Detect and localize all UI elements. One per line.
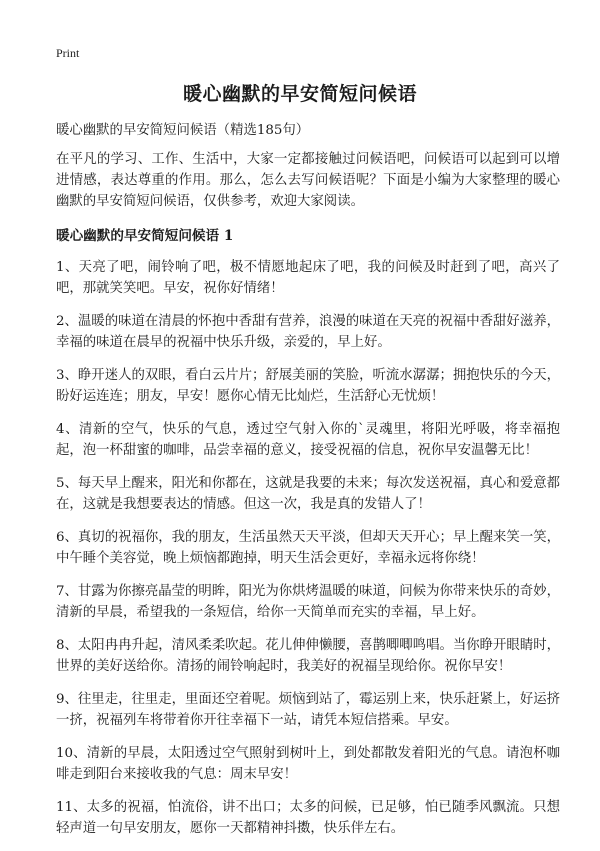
greeting-item-3: 3、睁开迷人的双眼，看白云片片；舒展美丽的笑脸，听流水潺潺；拥抱快乐的今天，盼好运连连；朋友，早安！愿你心情无比灿烂，生活舒心无忧烦！ bbox=[56, 368, 560, 404]
greeting-item-2: 2、温暖的味道在清晨的怀抱中香甜有营养，浪漫的味道在天亮的祝福中香甜好滋养，幸福的味道在晨早的祝福中快乐升级，亲爱的，早上好。 bbox=[56, 314, 560, 350]
section-heading: 暖心幽默的早安简短问候语 1 bbox=[56, 228, 234, 244]
greeting-item-4: 4、清新的空气，快乐的气息，透过空气射入你的`灵魂里，将阳光呼吸，将幸福抱起，泡一杯甜蜜的咖啡，品尝幸福的意义，接受祝福的信息，祝你早安温馨无比！ bbox=[56, 422, 560, 458]
greeting-item-6: 6、真切的祝福你，我的朋友，生活虽然天天平淡，但却天天开心；早上醒来笑一笑，中午睡个美容觉，晚上烦恼都跑掉，明天生活会更好，幸福永远将你绕！ bbox=[56, 530, 560, 566]
greeting-item-10: 10、清新的早晨，太阳透过空气照射到树叶上，到处都散发着阳光的气息。请泡杯咖啡走到阳台来接收我的气息：周末早安！ bbox=[56, 746, 560, 782]
article-subtitle: 暖心幽默的早安简短问候语（精选185句） bbox=[56, 123, 310, 138]
page-title: 暖心幽默的早安简短问候语 bbox=[182, 83, 417, 105]
greeting-item-9: 9、往里走，往里走，里面还空着呢。烦恼到站了，霉运别上来，快乐赶紧上，好运挤一挤，祝福列车将带着你开往幸福下一站，请凭本短信搭乘。早安。 bbox=[56, 692, 560, 728]
greeting-item-8: 8、太阳冉冉升起，清风柔柔吹起。花儿伸伸懒腰，喜鹊唧唧鸣唱。当你睁开眼睛时，世界的美好送给你。清扬的闹铃响起时，我美好的祝福呈现给你。祝你早安！ bbox=[56, 638, 560, 674]
print-link[interactable]: Print bbox=[56, 46, 80, 60]
greeting-item-5: 5、每天早上醒来，阳光和你都在，这就是我要的未来；每次发送祝福，真心和爱意都在，这就是我想要表达的情感。但这一次，我是真的发错人了！ bbox=[56, 476, 560, 512]
greeting-item-11: 11、太多的祝福，怕流俗，讲不出口；太多的问候，已足够，怕已随季风飘流。只想轻声道一句早安朋友，愿你一天都精神抖擞，快乐伴左右。 bbox=[56, 800, 560, 836]
article-body bbox=[56, 120, 560, 851]
greeting-item-7: 7、甘露为你擦亮晶莹的明眸，阳光为你烘烤温暖的味道，问候为你带来快乐的奇妙，清新的早晨，希望我的一条短信，给你一天简单而充实的幸福，早上好。 bbox=[56, 584, 560, 620]
intro-paragraph: 在平凡的学习、工作、生活中，大家一定都接触过问候语吧，问候语可以起到可以增进情感，表达尊重的作用。那么，怎么去写问候语呢？下面是小编为大家整理的暖心幽默的早安简短问候语，仅供参考，欢迎大家阅读。 bbox=[56, 152, 560, 209]
greeting-item-1: 1、天亮了吧，闹铃响了吧，极不情愿地起床了吧，我的问候及时赶到了吧，高兴了吧，那就笑笑吧。早安，祝你好情绪！ bbox=[56, 260, 560, 296]
